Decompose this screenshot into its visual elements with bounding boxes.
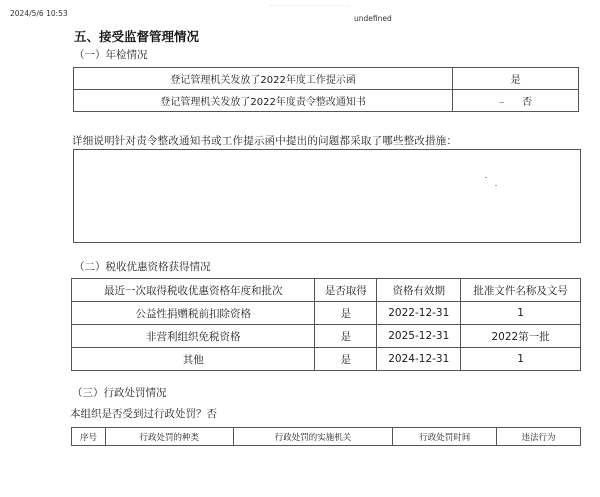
scan-speck [485,177,487,178]
print-timestamp: 2024/5/6 10:53 [10,9,68,18]
column-header: 序号 [72,428,106,446]
column-header: 行政处罚的种类 [105,428,233,446]
qualification-valid-until: 2022-12-31 [377,302,461,325]
table-row [72,325,581,348]
scan-smudge [270,0,350,6]
qualification-approval: 2022第一批 [461,325,581,348]
column-header: 最近一次取得税收优惠资格年度和批次 [72,279,315,302]
table-header-row [72,279,581,302]
table-row [72,348,581,371]
column-header: 是否取得 [315,279,377,302]
qualification-obtained: 是 [315,302,377,325]
qualification-approval: 1 [461,348,581,371]
inspection-question: 登记管理机关发放了2022年度工作提示函 [74,68,453,90]
qualification-name: 其他 [72,348,315,371]
column-header: 批准文件名称及文号 [461,279,581,302]
qualification-name: 公益性捐赠税前扣除资格 [72,302,315,325]
print-doc-title: undefined [354,14,392,23]
annual-inspection-subtitle: （一）年检情况 [74,49,148,61]
inspection-answer-cell [453,90,579,112]
scan-speck [495,185,497,186]
rectification-notes-box [73,149,581,243]
table-header-row [72,428,581,446]
qualification-name: 非营利组织免税资格 [72,325,315,348]
column-header: 行政处罚时间 [393,428,497,446]
qualification-obtained: 是 [315,325,377,348]
qualification-valid-until: 2024-12-31 [377,348,461,371]
tax-preferences-table [71,278,581,371]
inspection-answer: 否 [522,97,533,108]
column-header: 违法行为 [497,428,581,446]
inspection-mark: – [499,97,505,108]
table-row [72,302,581,325]
qualification-obtained: 是 [315,348,377,371]
penalty-subtitle: （三）行政处罚情况 [72,387,167,399]
table-row [74,90,579,112]
annual-inspection-table [73,67,579,112]
rectification-notes-label: 详细说明针对责令整改通知书或工作提示函中提出的问题都采取了哪些整改措施： [72,135,458,147]
inspection-question: 登记管理机关发放了2022年度责令整改通知书 [74,90,453,112]
column-header: 资格有效期 [377,279,461,302]
column-header: 行政处罚的实施机关 [233,428,393,446]
section-title: 五、接受监督管理情况 [74,29,200,44]
penalty-question: 本组织是否受到过行政处罚？否 [70,408,217,420]
tax-preferences-subtitle: （二）税收优惠资格获得情况 [74,261,211,273]
penalty-table [71,427,581,446]
qualification-valid-until: 2025-12-31 [377,325,461,348]
table-row [74,68,579,90]
qualification-approval: 1 [461,302,581,325]
inspection-answer: 是 [453,68,579,90]
